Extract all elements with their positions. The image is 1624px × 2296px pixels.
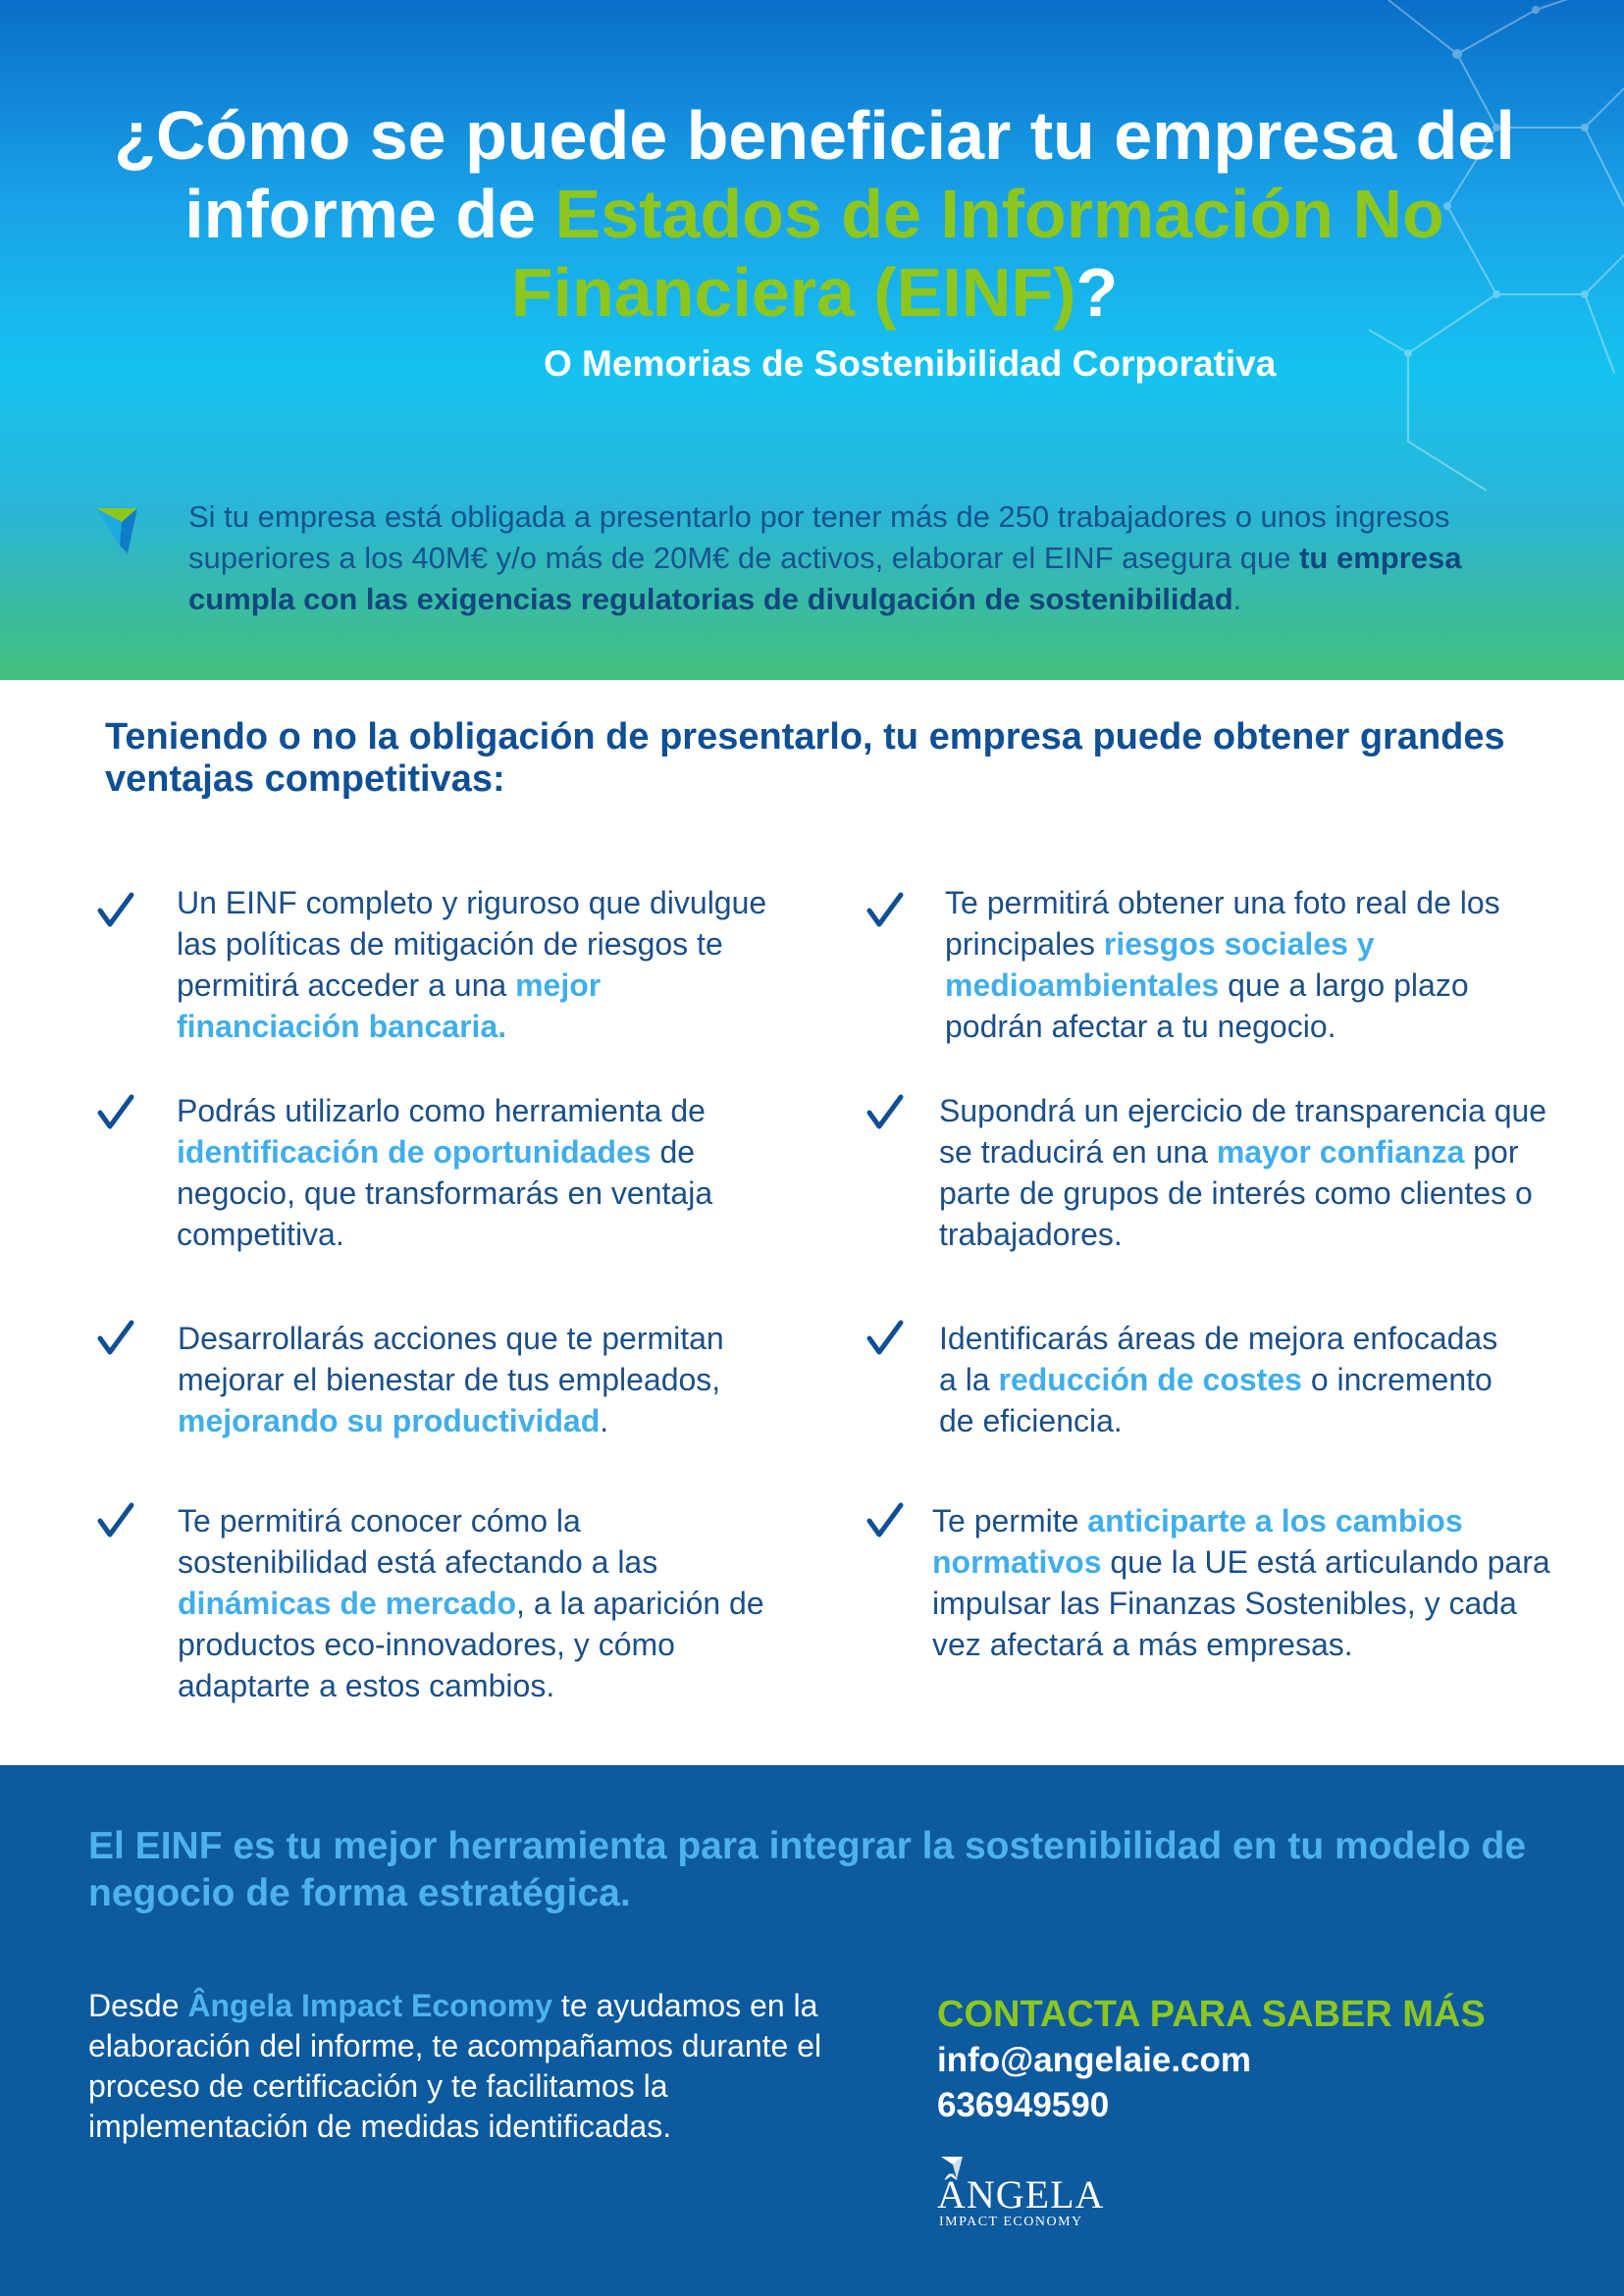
contact-heading: CONTACTA PARA SABER MÁS: [937, 1994, 1486, 2035]
check-icon: [864, 1091, 907, 1134]
advantage-text: Te permitirá conocer cómo la sostenibilidad está afectando a las: [178, 1503, 658, 1580]
advantage-highlight: mayor confianza: [1216, 1134, 1465, 1170]
check-icon: [864, 1499, 907, 1542]
advantage-item: [177, 1090, 785, 1255]
advantage-highlight: mejor financiación bancaria.: [177, 967, 602, 1044]
check-icon: [94, 889, 137, 932]
advantage-highlight: anticiparte a los cambios normativos: [932, 1503, 1463, 1580]
advantage-highlight: identificación de oportunidades: [177, 1134, 652, 1170]
check-icon: [94, 1091, 137, 1134]
footer-description: [88, 1986, 893, 2147]
advantage-text-end: , a la aparición de productos eco-innovadores, y cómo adaptarte a estos cambios.: [178, 1586, 764, 1703]
intro-paragraph: [188, 496, 1562, 620]
advantage-text-end: .: [600, 1403, 609, 1438]
page-subtitle: O Memorias de Sostenibilidad Corporativa: [544, 343, 1277, 384]
advantage-text: Supondrá un ejercicio de transparencia que se traducirá en una: [939, 1093, 1547, 1170]
advantage-highlight: reducción de costes: [998, 1362, 1302, 1397]
advantage-item: [939, 1090, 1567, 1255]
advantage-item: [939, 1318, 1508, 1441]
page-title: [98, 96, 1531, 332]
advantage-highlight: riesgos sociales y medioambientales: [945, 926, 1375, 1003]
advantage-highlight: dinámicas de mercado: [178, 1586, 517, 1621]
intro-end: .: [1232, 582, 1242, 616]
advantage-item: [178, 1318, 796, 1441]
check-icon: [94, 1499, 137, 1542]
company-name: Ângela Impact Economy: [187, 1988, 553, 2023]
contact-phone-link[interactable]: 636949590: [937, 2086, 1110, 2124]
desc-text-end: te ayudamos en la elaboración del informe, te acompañamos durante el proceso de certificación y te facilitamos la implementación de medidas identificadas.: [88, 1988, 822, 2144]
company-logo: [937, 2154, 1114, 2232]
advantage-text: Te permitirá obtener una foto real de los principales: [945, 885, 1500, 962]
arrow-logo-icon: [92, 502, 147, 557]
footer-tagline: El EINF es tu mejor herramienta para integrar la sostenibilidad en tu modelo de negocio de forma estratégica.: [88, 1825, 1527, 1914]
intro-text: Si tu empresa está obligada a presentarlo por tener más de 250 trabajadores o unos ingresos superiores a los 40M€ y/o más de 20M€ de activos, elaborar el EINF asegura que: [188, 499, 1450, 575]
advantage-text: Un EINF completo y riguroso que divulgue las políticas de mitigación de riesgos te permitirá acceder a una: [177, 885, 767, 1003]
intro-bold: tu empresa cumpla con las exigencias regulatorias de divulgación de sostenibilidad: [188, 541, 1462, 616]
advantage-text: Podrás utilizarlo como herramienta de: [177, 1093, 706, 1128]
advantage-text: Identificarás áreas de mejora enfocadas a la: [939, 1321, 1498, 1397]
contact-email-link[interactable]: info@angelaie.com: [937, 2041, 1252, 2079]
advantage-text-end: de negocio, que transformarás en ventaja competitiva.: [177, 1134, 713, 1252]
advantage-item: [178, 1500, 776, 1706]
check-icon: [864, 889, 907, 932]
advantage-text: Te permite: [932, 1503, 1088, 1539]
advantage-text-end: o incremento de eficiencia.: [939, 1362, 1493, 1438]
desc-text: Desde: [88, 1988, 188, 2023]
advantage-item: [177, 882, 785, 1047]
logo-subtitle: IMPACT ECONOMY: [939, 2215, 1083, 2229]
advantage-item: [932, 1500, 1560, 1665]
advantage-highlight: mejorando su productividad: [178, 1403, 601, 1438]
advantage-item: [945, 882, 1524, 1047]
hero-banner: [0, 0, 1624, 680]
advantage-text-end: que a largo plazo podrán afectar a tu negocio.: [945, 967, 1469, 1044]
logo-name: ÂNGELA: [937, 2172, 1105, 2217]
title-end: ?: [1075, 254, 1119, 331]
advantage-text: Desarrollarás acciones que te permitan mejorar el bienestar de tus empleados,: [178, 1321, 724, 1397]
check-icon: [94, 1317, 137, 1360]
advantage-text-end: por parte de grupos de interés como clientes o trabajadores.: [939, 1134, 1533, 1252]
check-icon: [864, 1317, 907, 1360]
title-part-1: ¿Cómo se puede beneficiar tu empresa del informe de: [114, 97, 1515, 252]
title-highlight: Estados de Información No Financiera (EINF): [510, 176, 1444, 331]
advantages-heading: Teniendo o no la obligación de presentarlo, tu empresa puede obtener grandes ventajas competitivas:: [105, 716, 1505, 800]
advantage-text-end: que la UE está articulando para impulsar las Finanzas Sostenibles, y cada vez afectará a más empresas.: [932, 1544, 1550, 1662]
